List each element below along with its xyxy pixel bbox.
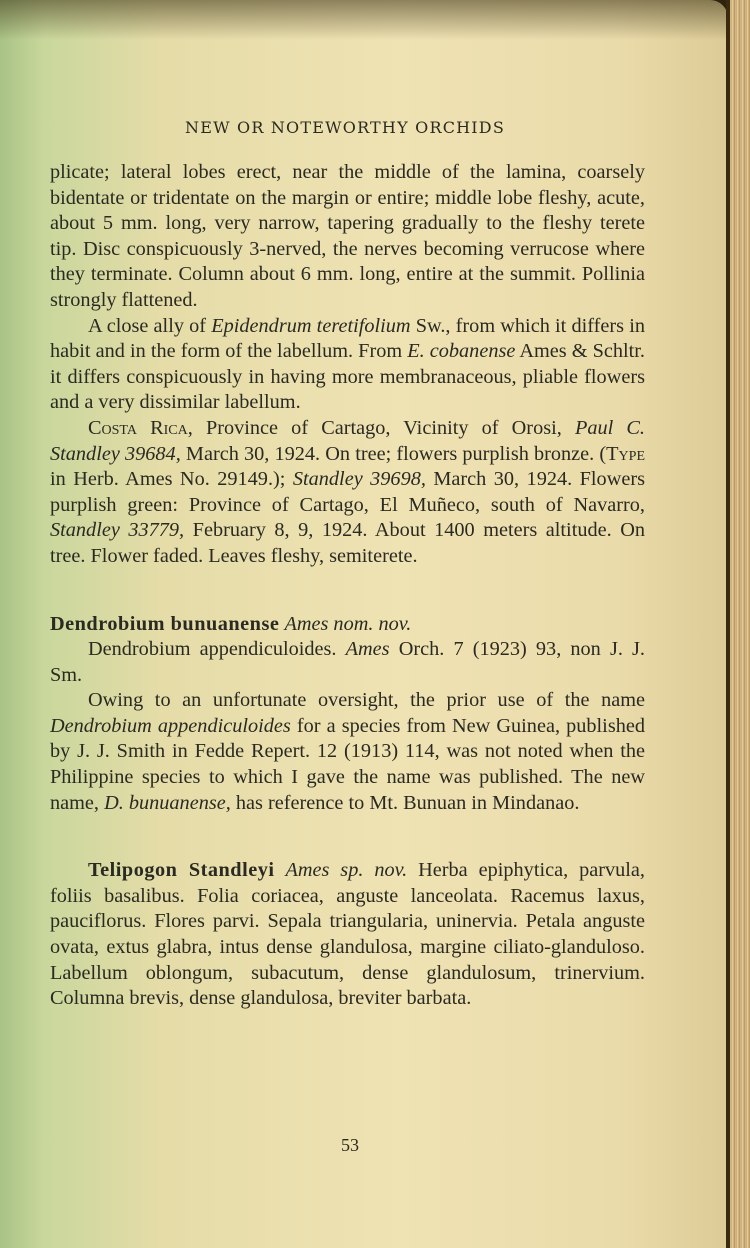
page-body <box>50 160 645 1012</box>
taxon-name: E. cobanense <box>407 340 516 363</box>
collector: Paul C. Standley 39684, <box>50 416 645 465</box>
authority: Ames sp. nov. <box>285 859 408 882</box>
synonym-paragraph: Dendrobium appendiculoides. Ames Orch. 7 (1923) 93, non J. J. Sm. <box>50 638 646 686</box>
locality-country: Costa Rica <box>88 416 188 439</box>
specimen-paragraph: Costa Rica, Province of Cartago, Vicinity of Orosi, Paul C. Standley 39684, March 30, 1924. On tree; flowers purplish bronze. (Type in Herb. Ames No. 29149.); Standley 39698, March 30, 1924. Flowers purplish green: Province of Cartago, El Muñeco, south of Navarro, Standley 33779, February 8, 9, 1924. About 1400 meters altitude. On tree. Flower faded. Leaves fleshy, semiterete. <box>50 416 645 567</box>
taxon-name: Epidendrum teretifolium <box>211 314 411 337</box>
description-paragraph: plicate; lateral lobes erect, near the middle of the lamina, coarsely bidentate or tridentate on the margin or entire; middle lobe fleshy, acute, about 5 mm. long, very narrow, tapering gradually to the fleshy terete tip. Disc conspicuously 3-nerved, the nerves becoming verrucose where they terminate. Column about 6 mm. long, entire at the summit. Pollinia strongly flattened. <box>50 161 645 311</box>
dendrobium-note: Owing to an unfortunate oversight, the prior use of the name Dendrobium appendiculoides for a species from New Guinea, published by J. J. Smith in Fedde Repert. 12 (1913) 114, was not noted when the Philippine species to which I gave the name was published. The new name, D. bunuanense, has reference to Mt. Bunuan in Mindanao. <box>50 689 645 814</box>
page-edges <box>726 0 750 1248</box>
type-label: Type <box>606 442 645 465</box>
telipogon-paragraph: Telipogon Standleyi Ames sp. nov. Herba epiphytica, parvula, foliis basalibus. Folia coriacea, anguste lanceolata. Racemus laxus, pauciflorus. Flores parvi. Sepala triangularia, uninervia. Petala anguste ovata, extus glabra, intus dense glandulosa, margine ciliato-glanduloso. Labellum oblongum, subacutum, dense glandulosum, trinervium. Columna brevis, dense glandulosa, breviter barbata. <box>50 859 645 1010</box>
species-name: Dendrobium bunuanense <box>50 612 280 635</box>
taxon-name: Dendrobium appendiculoides <box>50 714 291 737</box>
affinity-paragraph: A close ally of Epidendrum teretifolium Sw., from which it differs in habit and in the form of the labellum. From E. cobanense Ames & Schltr. it differs conspicuously in having more membranaceous, pliable flowers and a very dissimilar labellum. <box>50 314 645 414</box>
page-number: 53 <box>341 1135 359 1155</box>
running-head: NEW OR NOTEWORTHY ORCHIDS <box>185 118 505 137</box>
species-name: Telipogon Standleyi <box>88 859 275 882</box>
collector: Standley 39698, <box>292 468 426 491</box>
taxon-name: D. bunuanense, <box>104 791 231 814</box>
collector: Standley 33779, <box>50 519 185 542</box>
dendrobium-heading <box>50 612 645 638</box>
authority: Ames nom. nov. <box>284 612 412 635</box>
